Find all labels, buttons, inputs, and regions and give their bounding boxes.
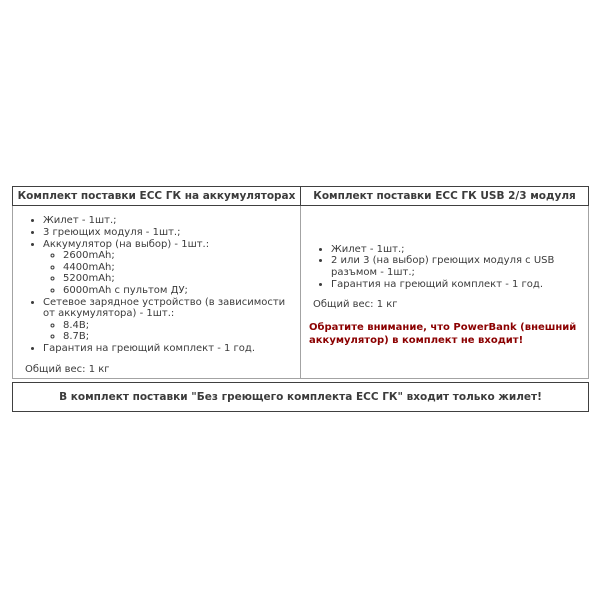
- list-item-warranty: • Гарантия на греющий комплект - 1 год.: [43, 343, 294, 355]
- list-item-modules: • 3 греющих модуля - 1шт.;: [43, 227, 294, 239]
- battery-option: ◦ 6000mAh с пультом ДУ;: [63, 285, 294, 297]
- list-item-battery-label: Аккумулятор (на выбор) - 1шт.:: [43, 238, 210, 250]
- battery-option: ◦ 5200mAh;: [63, 273, 294, 285]
- list-item-charger-label: Сетевое зарядное устройство (в зависимости от аккумулятора) - 1шт.:: [43, 296, 286, 320]
- list-item-warranty: • Гарантия на греющий комплект - 1 год.: [331, 279, 582, 291]
- battery-kit-cell: [13, 206, 301, 379]
- usb-kit-cell: [301, 206, 589, 379]
- header-battery-kit: Комплект поставки ЕСС ГК на аккумуляторах: [13, 187, 301, 206]
- charger-option: ◦ 8.7В;: [63, 331, 294, 343]
- total-weight-left: Общий вес: 1 кг: [25, 363, 110, 375]
- list-item-charger: [43, 297, 294, 343]
- battery-options-list: [43, 250, 294, 296]
- powerbank-warning-text: Обратите внимание, что PowerBank (внешний аккумулятор) в комплект не входит!: [309, 322, 577, 347]
- list-item-vest: • Жилет - 1шт.;: [43, 215, 294, 227]
- delivery-kit-table-head: [13, 187, 589, 206]
- charger-options-list: [43, 320, 294, 343]
- charger-option: ◦ 8.4В;: [63, 320, 294, 332]
- footer-note-table: [12, 382, 589, 412]
- list-item-vest: • Жилет - 1шт.;: [331, 244, 582, 256]
- content-row: [13, 206, 589, 379]
- list-item-usb-modules: • 2 или 3 (на выбор) греющих модуля с USB разъмом - 1шт.;: [331, 255, 582, 278]
- battery-option: ◦ 2600mAh;: [63, 250, 294, 262]
- delivery-kit-table: [12, 186, 589, 379]
- battery-option: ◦ 4400mAh;: [63, 262, 294, 274]
- delivery-kit-table-body: [13, 206, 589, 379]
- list-item-battery: [43, 239, 294, 297]
- battery-kit-list: [19, 215, 294, 354]
- total-weight-right: Общий вес: 1 кг: [313, 299, 398, 311]
- header-usb-kit: Комплект поставки ЕСС ГК USB 2/3 модуля: [301, 187, 589, 206]
- footer-note-text: В комплект поставки "Без греющего комплекта ЕСС ГК" входит только жилет!: [13, 383, 589, 412]
- header-row: [13, 187, 589, 206]
- footer-note-row: [13, 383, 589, 412]
- usb-kit-list: [307, 244, 582, 290]
